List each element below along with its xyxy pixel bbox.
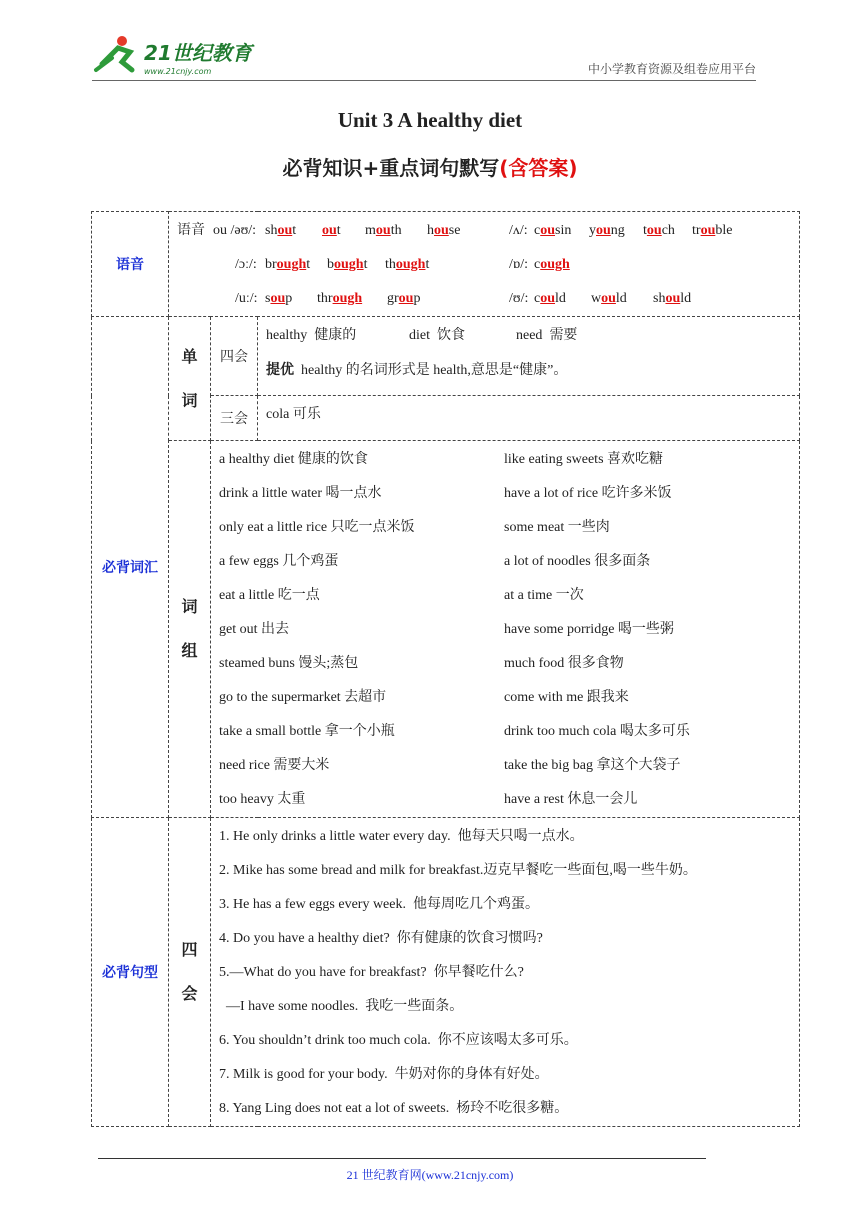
phonics-line-3: [177, 282, 799, 316]
sentence-item: 3. He has a few eggs every week. 他每周吃几个鸡蛋。: [219, 897, 539, 912]
phonics-ipa: /uː/:: [235, 291, 258, 306]
phrase-left: get out 出去: [219, 622, 289, 637]
phrase-row: [219, 613, 799, 647]
phrase-row: [219, 749, 799, 783]
sentence-item: 8. Yang Ling does not eat a lot of sweets. 杨玲不吃很多糖。: [219, 1101, 569, 1116]
phonics-row: [92, 212, 800, 317]
sentence-item: 6. You shouldn’t drink too much cola. 你不应该喝太多可乐。: [219, 1033, 578, 1048]
phonics-word: young: [589, 223, 625, 238]
phonics-ipa: ou /əʊ/:: [213, 223, 257, 238]
phrase-right: take the big bag 拿这个大袋子: [504, 758, 681, 773]
phonics-ipa: /ʊ/:: [509, 291, 529, 306]
phrase-row: [219, 443, 799, 477]
sentences-category: 必背句型: [92, 818, 169, 1127]
phrase-left: drink a little water 喝一点水: [219, 486, 382, 501]
phrase-row: [219, 647, 799, 681]
sentences-content: [211, 818, 800, 1127]
three-words-line: cola 可乐: [266, 407, 321, 422]
phrase-right: much food 很多食物: [504, 656, 624, 671]
phrase-row: [219, 681, 799, 715]
tip-line: 提优 healthy 的名词形式是 health,意思是“健康”。: [266, 362, 568, 378]
phonics-word: cough: [534, 257, 570, 272]
svg-text:www.21cnjy.com: www.21cnjy.com: [144, 67, 212, 76]
sentence-item: 5.—What do you have for breakfast? 你早餐吃什么?: [219, 965, 524, 980]
knowledge-table: [91, 211, 800, 1127]
phonics-line-1: [177, 214, 799, 248]
footer-divider: [98, 1158, 706, 1159]
phrase-right: drink too much cola 喝太多可乐: [504, 724, 690, 739]
phonics-ipa: /ɒ/:: [509, 257, 528, 272]
phrase-row: [219, 783, 799, 817]
phonics-word: would: [591, 291, 627, 306]
phonics-word: brought: [265, 257, 311, 272]
words-four-row: [92, 317, 800, 396]
phrase-right: like eating sweets 喜欢吃糖: [504, 452, 664, 467]
four-label: 四会: [211, 317, 258, 396]
header-platform-text: 中小学教育资源及组卷应用平台: [587, 62, 756, 76]
phonics-ipa: /ɔː/:: [235, 257, 257, 272]
sentence-item: —I have some noodles. 我吃一些面条。: [219, 999, 464, 1014]
phrase-left: too heavy 太重: [219, 792, 306, 807]
vocab-category: 必背词汇: [92, 317, 169, 818]
page-header: [92, 34, 756, 82]
phrase-right: have a lot of rice 吃许多米饭: [504, 486, 672, 501]
phonics-word: out: [322, 223, 341, 238]
page-title: Unit 3 A healthy diet: [337, 108, 523, 132]
phrase-left: only eat a little rice 只吃一点米饭: [219, 520, 415, 535]
phrase-left: eat a little 吃一点: [219, 588, 320, 603]
phrase-left: go to the supermarket 去超市: [219, 690, 387, 705]
svg-text:21世纪教育: 21世纪教育: [144, 41, 252, 65]
phrase-right: have a rest 休息一会儿: [504, 792, 638, 807]
phonics-word: bought: [327, 257, 368, 272]
sentences-row: [92, 818, 800, 1127]
phonics-content: [169, 212, 800, 317]
phrases-label: 词 组: [169, 441, 211, 818]
sentences-label: 四 会: [169, 818, 211, 1127]
phrase-row: [219, 545, 799, 579]
page-subtitle: 必背知识+重点词句默写(含答案): [282, 156, 578, 180]
phrase-left: take a small bottle 拿一个小瓶: [219, 724, 395, 739]
phrase-left: a healthy diet 健康的饮食: [219, 452, 368, 467]
four-words-line: [266, 319, 799, 353]
phonics-word: soup: [265, 291, 293, 306]
header-divider: [92, 80, 756, 81]
phrase-left: need rice 需要大米: [219, 758, 330, 773]
phonics-word: should: [653, 291, 692, 306]
phrase-right: at a time 一次: [504, 588, 584, 603]
phrase-row: [219, 715, 799, 749]
phrase-right: come with me 跟我来: [504, 690, 629, 705]
phonics-word: cousin: [534, 223, 572, 238]
phonics-ipa: 语音: [177, 223, 205, 238]
three-label: 三会: [211, 396, 258, 441]
phonics-word: shout: [265, 223, 297, 238]
phrase-row: [219, 511, 799, 545]
logo-icon: [92, 34, 262, 80]
three-words-content: [258, 396, 800, 441]
phonics-line-2: [177, 248, 799, 282]
four-words-content: [258, 317, 800, 396]
words-label: 单 词: [169, 317, 211, 441]
sentence-item: 1. He only drinks a little water every day. 他每天只喝一点水。: [219, 829, 584, 844]
phonics-word: house: [427, 223, 461, 238]
phonics-word: trouble: [692, 223, 733, 238]
phrase-row: [219, 579, 799, 613]
footer-text: 21 世纪教育网(www.21cnjy.com): [346, 1168, 514, 1182]
phonics-word: through: [317, 291, 363, 306]
phrase-row: [219, 477, 799, 511]
phonics-ipa: /ʌ/:: [509, 223, 528, 238]
phrases-row: [92, 441, 800, 818]
phonics-category: 语音: [92, 212, 169, 317]
phrase-right: have some porridge 喝一些粥: [504, 622, 674, 637]
word-diet: diet 饮食: [409, 328, 465, 343]
phrase-left: steamed buns 馒头;蒸包: [219, 656, 359, 671]
sentence-item: 2. Mike has some bread and milk for breakfast.迈克早餐吃一些面包,喝一些牛奶。: [219, 863, 697, 878]
word-healthy: healthy 健康的: [266, 328, 357, 343]
phonics-word: could: [534, 291, 566, 306]
phonics-word: thought: [385, 257, 430, 272]
word-need: need 需要: [516, 328, 578, 343]
phonics-word: group: [387, 291, 421, 306]
phonics-word: mouth: [365, 223, 402, 238]
phrases-content: [211, 441, 800, 818]
sentence-item: 4. Do you have a healthy diet? 你有健康的饮食习惯吗?: [219, 931, 543, 946]
phonics-word: touch: [643, 223, 675, 238]
phrase-right: some meat 一些肉: [504, 520, 610, 535]
phrase-right: a lot of noodles 很多面条: [504, 554, 651, 569]
phrase-left: a few eggs 几个鸡蛋: [219, 554, 339, 569]
sentence-item: 7. Milk is good for your body. 牛奶对你的身体有好处。: [219, 1067, 549, 1082]
